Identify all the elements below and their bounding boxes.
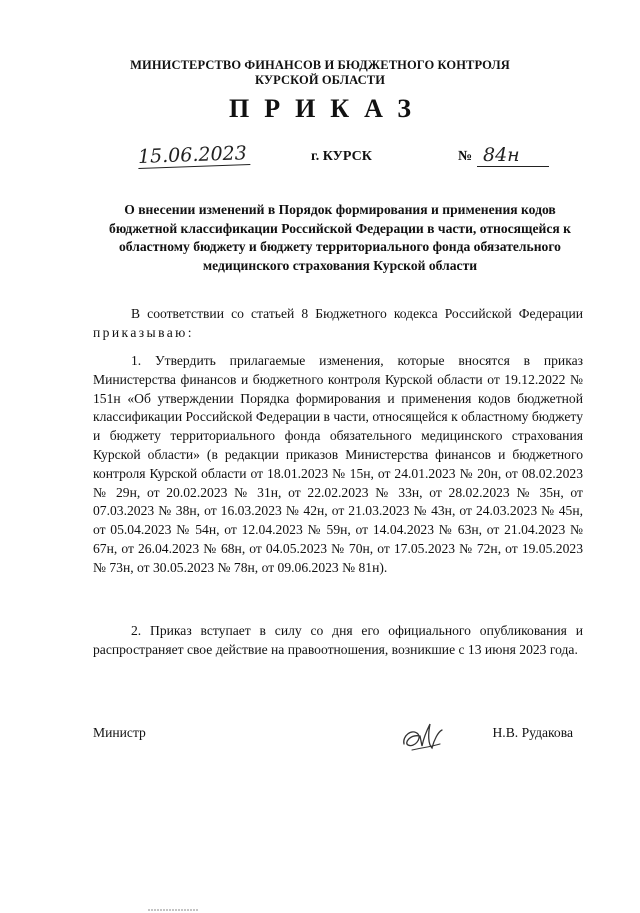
handwritten-date: 15.06.2023	[138, 142, 251, 169]
ministry-name-line2: КУРСКОЙ ОБЛАСТИ	[254, 73, 386, 87]
preamble-paragraph	[93, 305, 583, 343]
ministry-name-line1: МИНИСТЕРСТВО ФИНАНСОВ И БЮДЖЕТНОГО КОНТРОЛЯ	[130, 58, 510, 72]
document-type-title: ПРИКАЗ	[228, 94, 427, 123]
signatory-title: Министр	[93, 725, 146, 740]
handwritten-signature-icon	[398, 714, 448, 758]
signatory-name: Н.В. Рудакова	[492, 725, 573, 740]
city-label: г. КУРСК	[311, 149, 372, 164]
document-subject: О внесении изменений в Порядок формирования и применения кодов бюджетной классификации Российской Федерации в части, относящейся к областному бюджету и бюджету территориального фонда обязательного медицинского страхования Курской области	[109, 202, 571, 273]
number-label: №	[458, 149, 473, 164]
footer-scan-mark	[148, 909, 198, 911]
preamble-text: В соответствии со статьей 8 Бюджетного кодекса Российской Федерации	[131, 306, 583, 321]
ministry-header	[0, 58, 640, 88]
preamble-order-word: приказываю:	[93, 324, 194, 340]
item-2-paragraph: 2. Приказ вступает в силу со дня его официального опубликования и распространяет свое действие на правоотношения, возникшие с 13 июня 2023 года.	[93, 623, 583, 657]
item-1-paragraph: 1. Утвердить прилагаемые изменения, которые вносятся в приказ Министерства финансов и бюджетного контроля Курской области от 19.12.2022 № 151н «Об утверждении Порядка формирования и применения кодов бюджетной классификации Российской Федерации в части, относящейся к областному бюджету и бюджету территориального фонда обязательного медицинского страхования Курской области» (в редакции приказов Министерства финансов и бюджетного контроля Курской области от 18.01.2023 № 15н, от 24.01.2023 № 20н, от 08.02.2023 № 29н, от 20.02.2023 № 31н, от 22.02.2023 № 33н, от 28.02.2023 № 35н, от 07.03.2023 № 38н, от 16.03.2023 № 42н, от 21.03.2023 № 43н, от 24.03.2023 № 45н, от 05.04.2023 № 54н, от 12.04.2023 № 59н, от 14.04.2023 № 63н, от 21.04.2023 № 67н, от 26.04.2023 № 68н, от 04.05.2023 № 70н, от 17.05.2023 № 72н, от 19.05.2023 № 73н, от 30.05.2023 № 78н, от 09.06.2023 № 81н).	[93, 353, 583, 575]
handwritten-number: 84н	[477, 144, 549, 167]
